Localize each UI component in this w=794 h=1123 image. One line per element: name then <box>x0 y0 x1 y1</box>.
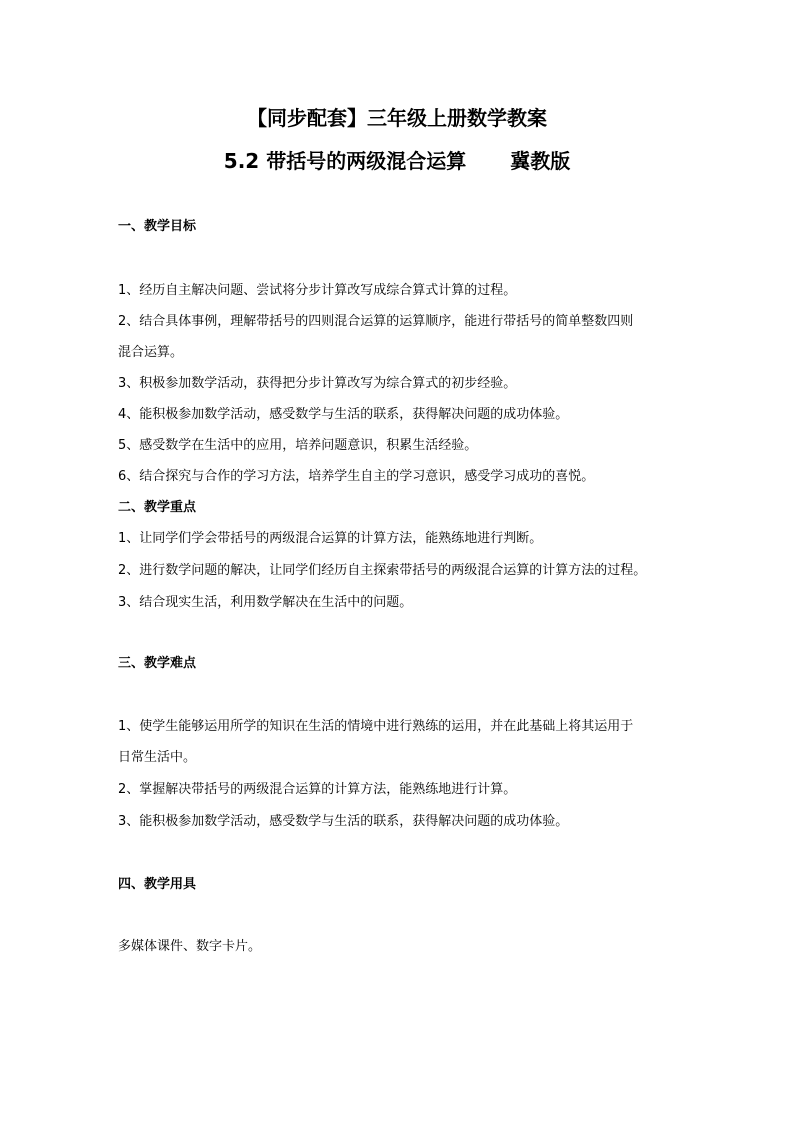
section-heading-key-points: 二、教学重点 <box>118 500 197 515</box>
difficulty-line: 2、掌握解决带括号的两级混合运算的计算方法，能熟练地进行计算。 <box>118 782 517 797</box>
document-subtitle <box>0 148 794 174</box>
key-point-line: 1、让同学们学会带括号的两级混合运算的计算方法，能熟练地进行判断。 <box>118 531 543 546</box>
subtitle-edition: 冀教版 <box>510 149 571 173</box>
difficulty-line: 3、能积极参加数学活动，感受数学与生活的联系，获得解决问题的成功体验。 <box>118 814 569 829</box>
objective-line: 6、结合探究与合作的学习方法，培养学生自主的学习意识，感受学习成功的喜悦。 <box>118 469 595 484</box>
subtitle-lesson: 5.2 带括号的两级混合运算 <box>223 149 467 173</box>
objective-line: 2、结合具体事例，理解带括号的四则混合运算的运算顺序，能进行带括号的简单整数四则 <box>118 314 634 329</box>
section-heading-objectives: 一、教学目标 <box>118 219 197 234</box>
objective-line: 混合运算。 <box>118 345 184 360</box>
teaching-aids-line: 多媒体课件、数字卡片。 <box>118 939 262 954</box>
objective-line: 3、积极参加数学活动，获得把分步计算改写为综合算式的初步经验。 <box>118 376 517 391</box>
document-title: 【同步配套】三年级上册数学教案 <box>247 106 547 130</box>
section-heading-difficulties: 三、教学难点 <box>118 656 197 671</box>
key-point-line: 2、进行数学问题的解决，让同学们经历自主探索带括号的两级混合运算的计算方法的过程。 <box>118 563 647 578</box>
objective-line: 1、经历自主解决问题、尝试将分步计算改写成综合算式计算的过程。 <box>118 283 517 298</box>
section-heading-teaching-aids: 四、教学用具 <box>118 877 197 892</box>
key-point-line: 3、结合现实生活，利用数学解决在生活中的问题。 <box>118 595 413 610</box>
objective-line: 4、能积极参加数学活动，感受数学与生活的联系，获得解决问题的成功体验。 <box>118 407 569 422</box>
difficulty-line: 1、使学生能够运用所学的知识在生活的情境中进行熟练的运用，并在此基础上将其运用于 <box>118 719 634 734</box>
difficulty-line: 日常生活中。 <box>118 750 197 765</box>
objective-line: 5、感受数学在生活中的应用，培养问题意识，积累生活经验。 <box>118 438 478 453</box>
